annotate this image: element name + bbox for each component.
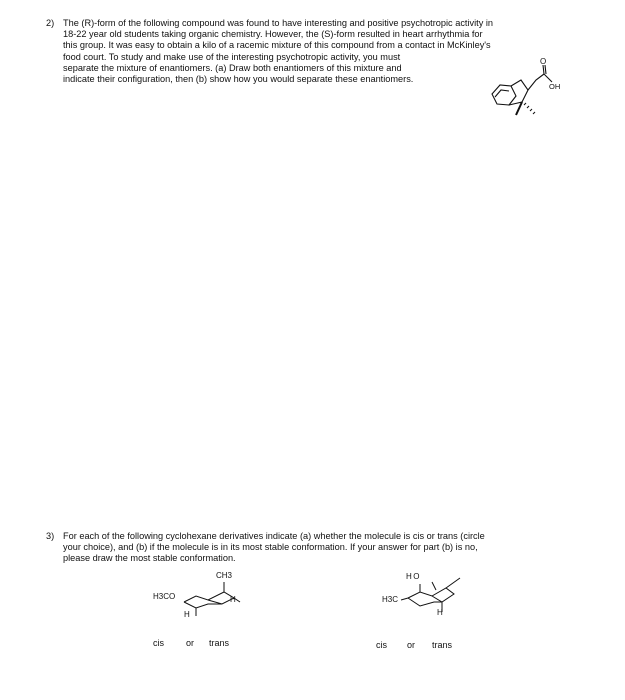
- question-2-line-6: indicate their configuration, then (b) show how you would separate these enantiomers.: [63, 74, 414, 84]
- molecule-b-choice-cis[interactable]: cis: [376, 640, 387, 650]
- question-2-line-3: this group. It was easy to obtain a kilo of a racemic mixture of this compound from a contact in McKinley's: [63, 40, 491, 50]
- molecule-a-ch3-label: CH3: [216, 571, 233, 580]
- molecule-a-h3co-label: H3CO: [153, 592, 176, 601]
- molecule-a-choice-cis[interactable]: cis: [153, 638, 164, 648]
- molecule-a-choice-or: or: [186, 638, 195, 648]
- question-2-line-4: food court. To study and make use of the interesting psychotropic activity, you must: [63, 52, 401, 62]
- question-3-number: 3): [46, 531, 55, 541]
- q2-atom-o: O: [540, 58, 547, 66]
- question-3-line-3: please draw the most stable conformation.: [63, 553, 236, 563]
- question-2-line-2: 18-22 year old students taking organic chemistry. However, the (S)-form resulted in heart arrhythmia for: [63, 29, 483, 39]
- q2-compound-structure: [478, 58, 568, 124]
- molecule-a-choice-trans[interactable]: trans: [209, 638, 230, 648]
- molecule-b-h-label: H: [437, 608, 443, 617]
- molecule-b-h3c-label: H3C: [382, 595, 399, 604]
- question-3: [46, 531, 606, 567]
- molecule-b-ho-label: HO: [406, 572, 421, 581]
- molecule-b-choice-or: or: [407, 640, 416, 650]
- q2-atom-oh: OH: [549, 82, 561, 91]
- question-2-line-5: separate the mixture of enantiomers. (a) Draw both enantiomers of this mixture and: [63, 63, 402, 73]
- question-2-line-1: The (R)-form of the following compound was found to have interesting and positive psychotropic activity in: [63, 18, 493, 28]
- question-3-line-1: For each of the following cyclohexane derivatives indicate (a) whether the molecule is cis or trans (circle: [63, 531, 485, 541]
- question-3-line-2: your choice), and (b) if the molecule is in its most stable conformation. If your answer for part (b) is no,: [63, 542, 478, 552]
- molecule-a-h-bottom-label: H: [184, 610, 190, 619]
- molecule-a-h-right-label: H: [230, 595, 236, 604]
- question-2-number: 2): [46, 18, 55, 28]
- molecule-b-choice-trans[interactable]: trans: [432, 640, 453, 650]
